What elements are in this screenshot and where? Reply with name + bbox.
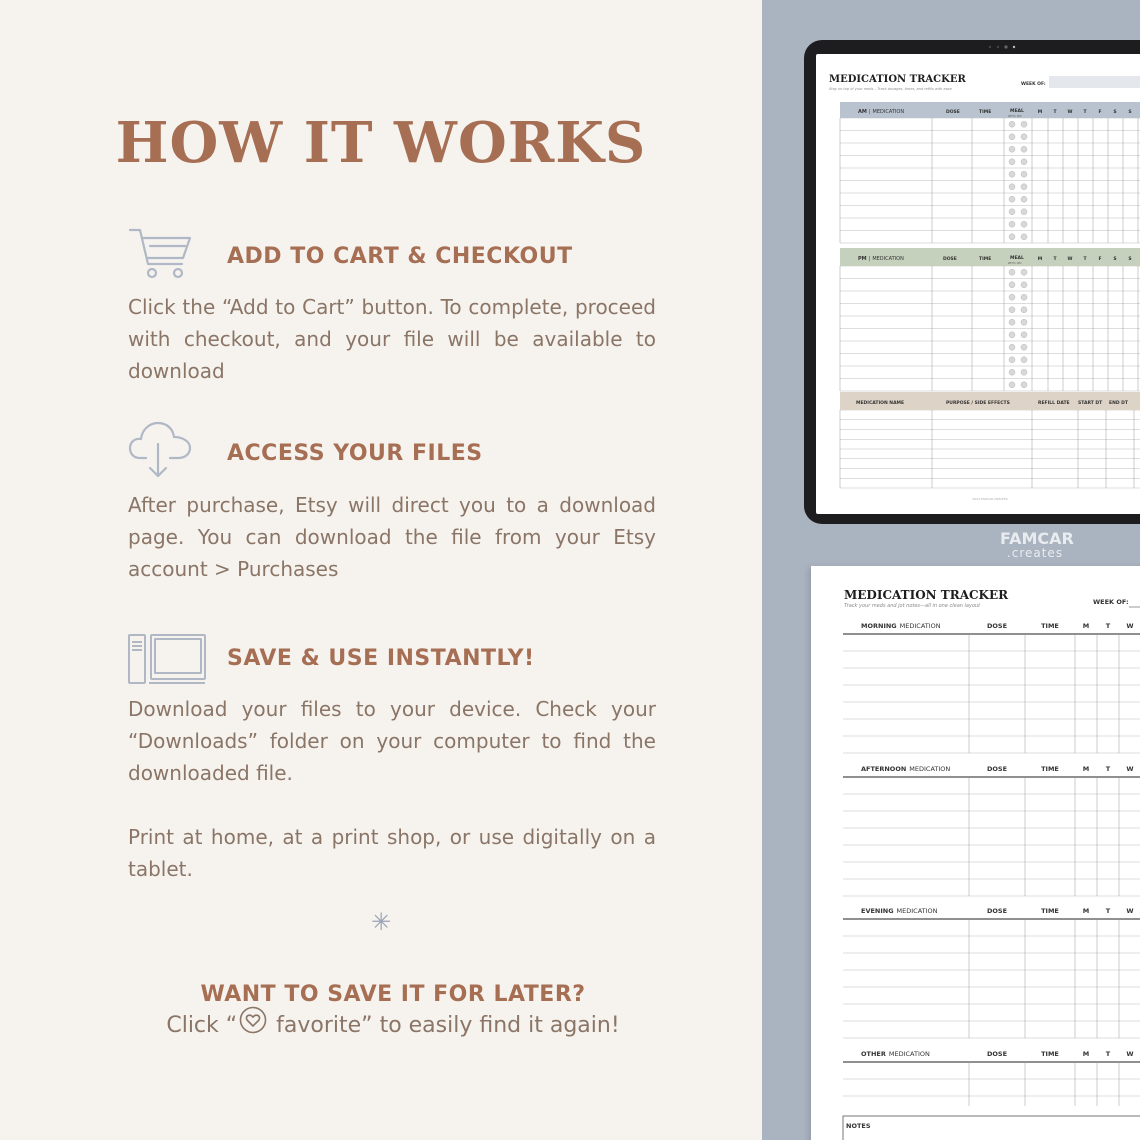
divider-asterisk: ✳: [370, 908, 392, 936]
tablet-mockup: [804, 40, 1140, 524]
save-later-title: WANT TO SAVE IT FOR LATER?: [200, 982, 586, 1007]
step-heading-save-use: SAVE & USE INSTANTLY!: [227, 646, 535, 671]
tablet-am-time: TIME: [979, 110, 992, 115]
save-later-text: [0, 1012, 786, 1040]
paper-time-2: TIME: [1041, 907, 1059, 915]
paper-mockup: [811, 566, 1140, 1140]
tablet-am-label: AM | MEDICATION: [858, 109, 905, 115]
tablet-pm-day-3: T: [1083, 257, 1087, 262]
tablet-pm-dose: DOSE: [943, 257, 957, 262]
tablet-am-day-1: T: [1053, 110, 1057, 115]
tablet-week-label: WEEK OF:: [1021, 82, 1046, 87]
paper-day-3-0: M: [1082, 1050, 1090, 1058]
tablet-am-meal: MEAL: [1010, 109, 1024, 114]
tablet-pm-day-6: S: [1128, 257, 1132, 262]
tablet-footer: 2024 FAMCAR CREATES: [972, 497, 1008, 501]
paper-notes-label: NOTES: [846, 1122, 871, 1130]
paper-day-0-2: W: [1126, 622, 1134, 630]
camera-icon: [984, 45, 1024, 49]
paper-week-label: WEEK OF:: [1093, 598, 1129, 606]
paper-day-2-1: T: [1105, 907, 1111, 915]
computer-icon: [127, 633, 207, 689]
tablet-pm-day-2: W: [1067, 257, 1073, 262]
save-later-before: Click “: [166, 1013, 238, 1038]
brand-watermark: [1000, 529, 1074, 560]
paper-day-1-2: W: [1126, 765, 1134, 773]
tablet-am-day-6: S: [1128, 110, 1132, 115]
paper-time-1: TIME: [1041, 765, 1059, 773]
paper-time-3: TIME: [1041, 1050, 1059, 1058]
tablet-info-purpose: PURPOSE / SIDE EFFECTS: [946, 401, 1010, 406]
paper-day-1-0: M: [1082, 765, 1090, 773]
paper-day-3-2: W: [1126, 1050, 1134, 1058]
tablet-pm-time: TIME: [979, 257, 992, 262]
watermark-sub: .creates: [1006, 546, 1064, 560]
paper-day-0-0: M: [1082, 622, 1090, 630]
paper-section-label-2: EVENING MEDICATION: [861, 907, 938, 915]
step-heading-access-files: ACCESS YOUR FILES: [227, 441, 483, 466]
paper-doc-title: MEDICATION TRACKER: [844, 588, 1009, 602]
tablet-am-day-0: M: [1037, 110, 1043, 115]
tablet-pm-day-1: T: [1053, 257, 1057, 262]
tablet-am-day-2: W: [1067, 110, 1073, 115]
tablet-doc-subtitle: Stay on top of your meds – Track dosages, times, and refills with ease: [829, 87, 952, 91]
tablet-pm-label: PM | MEDICATION: [858, 256, 904, 262]
tablet-pm-day-4: F: [1098, 257, 1102, 262]
tablet-am-day-4: F: [1098, 110, 1102, 115]
tablet-pm-day-5: S: [1113, 257, 1117, 262]
paper-doc-subtitle: Track your meds and jot notes—all in one clean layout: [844, 603, 981, 609]
tablet-info-refill: REFILL DATE: [1038, 401, 1070, 406]
paper-tracker-table: [811, 566, 1140, 1140]
cloud-download-icon: [128, 420, 192, 484]
tablet-am-day-5: S: [1113, 110, 1117, 115]
tablet-info-start: START DT: [1078, 401, 1103, 406]
tablet-tracker-table: [816, 54, 1140, 514]
paper-day-2-0: M: [1082, 907, 1090, 915]
paper-section-label-1: AFTERNOON MEDICATION: [861, 765, 951, 773]
step-text-add-to-cart: Click the “Add to Cart” button. To complete, proceed with checkout, and your file will be available to download: [128, 295, 656, 383]
paper-dose-2: DOSE: [986, 907, 1008, 915]
paper-day-0-1: T: [1105, 622, 1111, 630]
paper-section-label-3: OTHER MEDICATION: [861, 1050, 930, 1058]
step-text-access-files: After purchase, Etsy will direct you to a download page. You can download the file from your Etsy account > Purchases: [128, 493, 656, 581]
page-title: HOW IT WORKS: [115, 110, 647, 176]
tablet-info-end: END DT: [1109, 401, 1128, 406]
cart-icon: [128, 226, 192, 286]
tablet-am-day-3: T: [1083, 110, 1087, 115]
watermark-brand: FAMCAR: [1000, 529, 1074, 548]
paper-section-label-0: MORNING MEDICATION: [861, 622, 941, 630]
paper-day-1-1: T: [1105, 765, 1111, 773]
paper-dose-3: DOSE: [986, 1050, 1008, 1058]
paper-dose-1: DOSE: [986, 765, 1008, 773]
paper-dose-0: DOSE: [986, 622, 1008, 630]
paper-time-0: TIME: [1041, 622, 1059, 630]
save-later-after: favorite” to easily find it again!: [269, 1013, 620, 1038]
paper-day-2-2: W: [1126, 907, 1134, 915]
print-note: Print at home, at a print shop, or use digitally on a tablet.: [128, 825, 656, 881]
tablet-doc-title: MEDICATION TRACKER: [829, 74, 966, 85]
step-text-save-use: Download your files to your device. Check your “Downloads” folder on your computer to find the downloaded file.: [128, 697, 656, 785]
heart-icon: [239, 1006, 267, 1040]
paper-day-3-1: T: [1105, 1050, 1111, 1058]
tablet-am-meal-sub: WITH / WO: [1008, 115, 1022, 118]
tablet-pm-day-0: M: [1037, 257, 1043, 262]
tablet-am-dose: DOSE: [946, 110, 960, 115]
tablet-screen: [816, 54, 1140, 514]
tablet-info-name: MEDICATION NAME: [856, 401, 905, 406]
tablet-pm-meal: MEAL: [1010, 256, 1024, 261]
preview-panel: [762, 0, 1140, 1140]
tablet-pm-meal-sub: WITH / WO: [1008, 262, 1022, 265]
step-heading-add-to-cart: ADD TO CART & CHECKOUT: [227, 244, 573, 269]
